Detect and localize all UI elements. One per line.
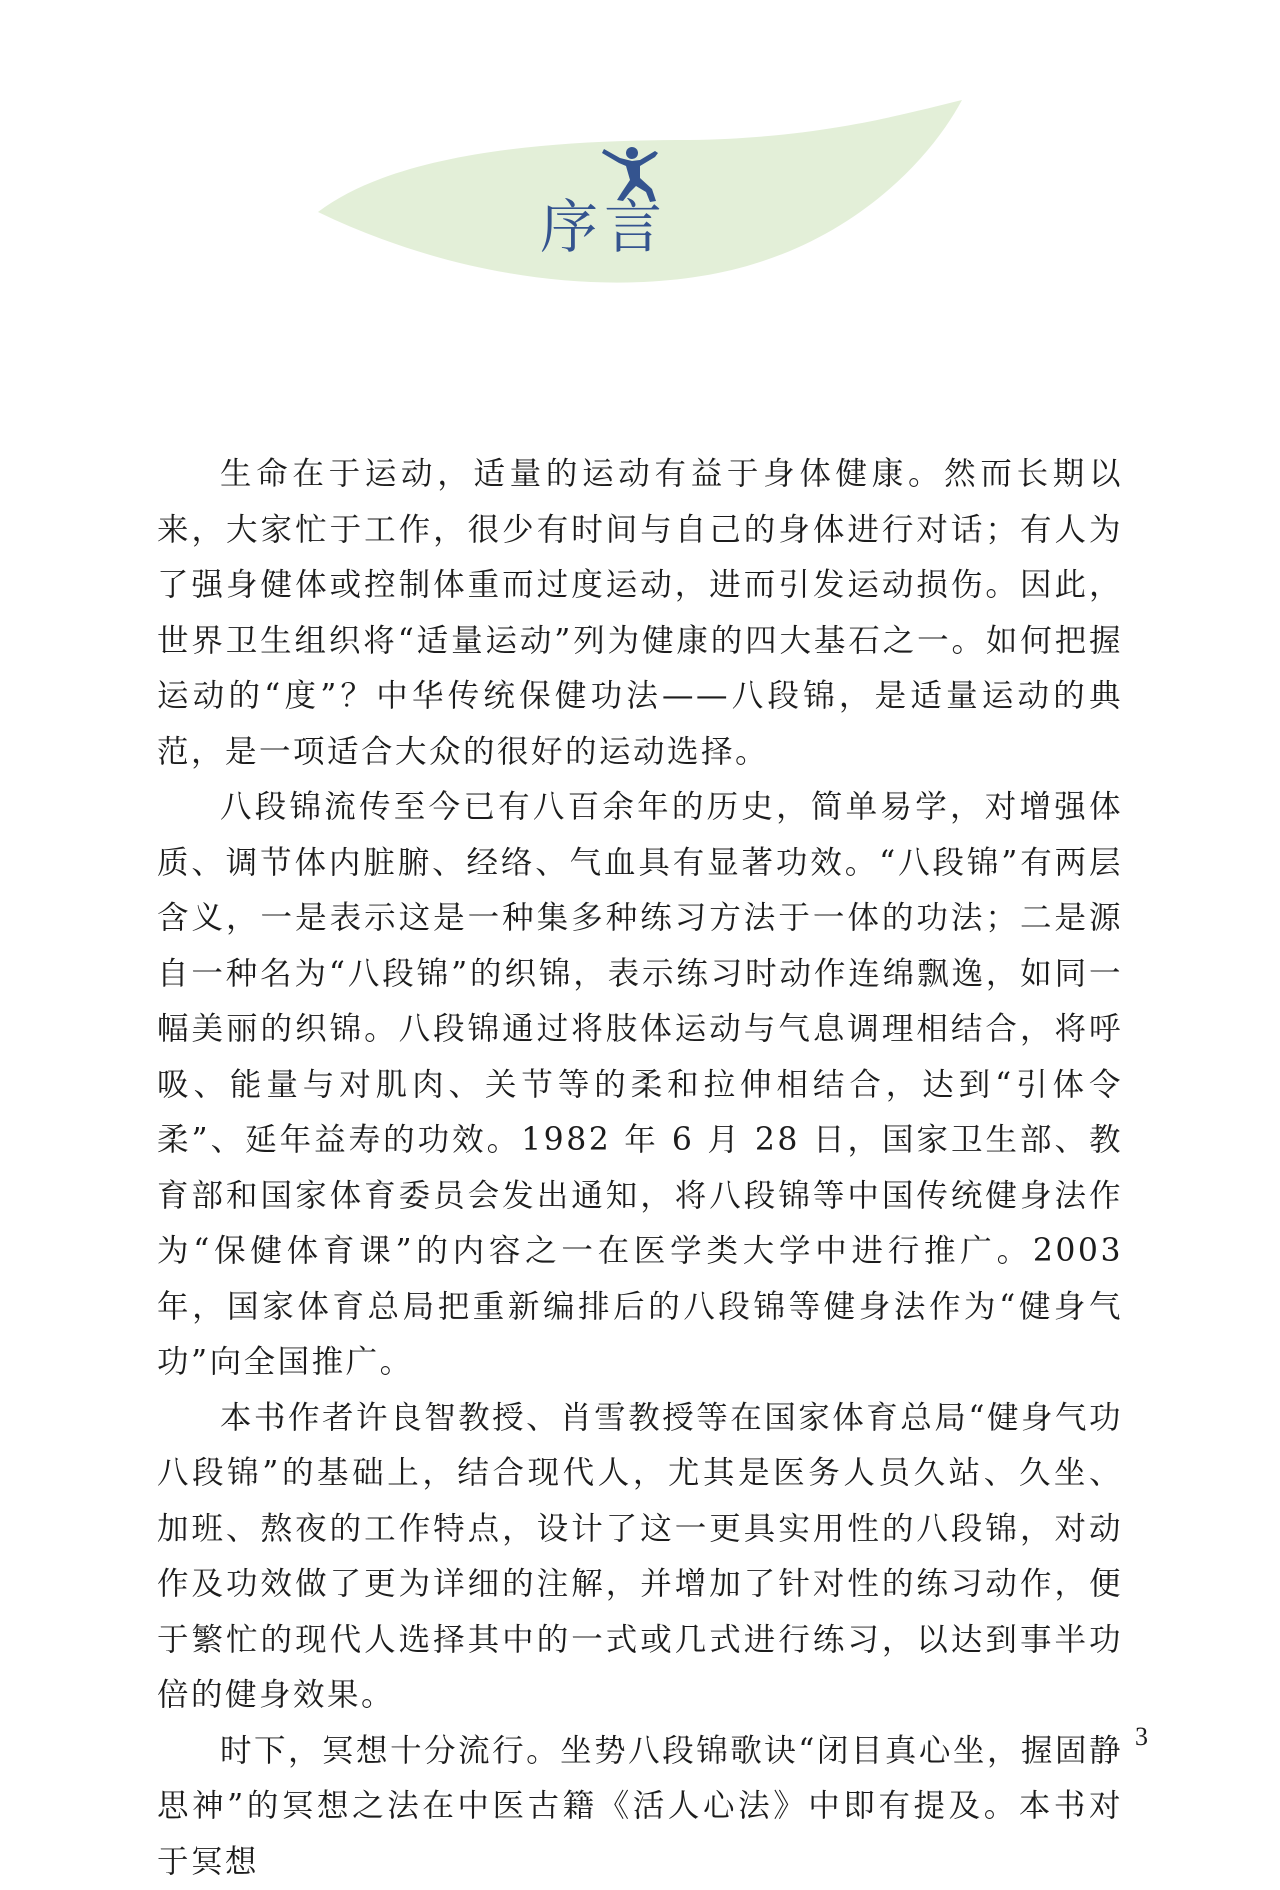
page-number: 3 — [1135, 1722, 1148, 1752]
paragraph: 八段锦流传至今已有八百余年的历史，简单易学，对增强体质、调节体内脏腑、经络、气血具有显著功效。“八段锦”有两层含义，一是表示这是一种集多种练习方法于一体的功法；二是源自一种名为“八段锦”的织锦，表示练习时动作连绵飘逸，如同一幅美丽的织锦。八段锦通过将肢体运动与气息调理相结合，将呼吸、能量与对肌肉、关节等的柔和拉伸相结合，达到“引体令柔”、延年益寿的功效。1982 年 6 月 28 日，国家卫生部、教育部和国家体育委员会发出通知，将八段锦等中国传统健身法作为“保健体育课”的内容之一在医学类大学中进行推广。2003 年，国家体育总局把重新编排后的八段锦等健身法作为“健身气功”向全国推广。 — [157, 780, 1123, 1391]
paragraph: 本书作者许良智教授、肖雪教授等在国家体育总局“健身气功八段锦”的基础上，结合现代人，尤其是医务人员久站、久坐、加班、熬夜的工作特点，设计了这一更具实用性的八段锦，对动作及功效做了更为详细的注解，并增加了针对性的练习动作，便于繁忙的现代人选择其中的一式或几式进行练习，以达到事半功倍的健身效果。 — [157, 1391, 1123, 1724]
body-text — [157, 447, 1123, 1890]
header-decoration — [0, 0, 1280, 330]
page-title: 序言 — [540, 198, 740, 256]
paragraph: 时下，冥想十分流行。坐势八段锦歌诀“闭目真心坐，握固静思神”的冥想之法在中医古籍《活人心法》中即有提及。本书对于冥想 — [157, 1724, 1123, 1890]
paragraph: 生命在于运动，适量的运动有益于身体健康。然而长期以来，大家忙于工作，很少有时间与自己的身体进行对话；有人为了强身健体或控制体重而过度运动，进而引发运动损伤。因此，世界卫生组织将“适量运动”列为健康的四大基石之一。如何把握运动的“度”？中华传统保健功法——八段锦，是适量运动的典范，是一项适合大众的很好的运动选择。 — [157, 447, 1123, 780]
